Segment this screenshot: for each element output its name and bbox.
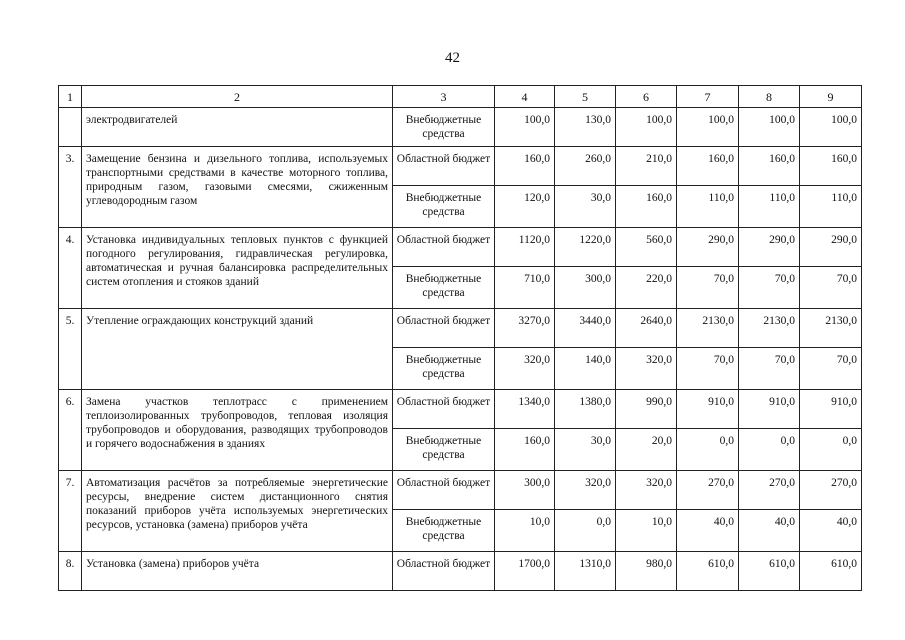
table-row	[59, 228, 862, 267]
funding-source: Областной бюджет	[393, 228, 495, 267]
value-cell: 320,0	[495, 348, 555, 390]
value-cell: 0,0	[739, 429, 800, 471]
value-cell: 160,0	[616, 186, 677, 228]
table-row	[59, 471, 862, 510]
measure-description: Утепление ограждающих конструкций зданий	[82, 309, 393, 390]
value-cell: 70,0	[739, 267, 800, 309]
funding-source: Внебюджетные средства	[393, 108, 495, 147]
value-cell: 100,0	[495, 108, 555, 147]
measure-description: электродвигателей	[82, 108, 393, 147]
value-cell: 130,0	[555, 108, 616, 147]
value-cell: 160,0	[739, 147, 800, 186]
column-header-2: 2	[82, 86, 393, 108]
row-number: 7.	[59, 471, 82, 552]
column-header-8: 8	[739, 86, 800, 108]
value-cell: 2130,0	[677, 309, 739, 348]
value-cell: 40,0	[800, 510, 862, 552]
measure-description: Установка индивидуальных тепловых пунктов с функцией погодного регулирования, гидравлическая регулировка, автоматическая и ручная балансировка распределительных систем отопления и стояков зданий	[82, 228, 393, 309]
value-cell: 1380,0	[555, 390, 616, 429]
value-cell: 100,0	[616, 108, 677, 147]
value-cell: 140,0	[555, 348, 616, 390]
value-cell: 290,0	[739, 228, 800, 267]
table-row	[59, 108, 862, 147]
value-cell: 910,0	[739, 390, 800, 429]
value-cell: 30,0	[555, 186, 616, 228]
value-cell: 1120,0	[495, 228, 555, 267]
table-row	[59, 390, 862, 429]
column-header-7: 7	[677, 86, 739, 108]
table-row	[59, 309, 862, 348]
table-row	[59, 147, 862, 186]
page-number: 42	[445, 50, 460, 66]
column-header-3: 3	[393, 86, 495, 108]
value-cell: 0,0	[800, 429, 862, 471]
value-cell: 290,0	[800, 228, 862, 267]
value-cell: 1340,0	[495, 390, 555, 429]
value-cell: 0,0	[677, 429, 739, 471]
value-cell: 260,0	[555, 147, 616, 186]
value-cell: 40,0	[739, 510, 800, 552]
value-cell: 100,0	[800, 108, 862, 147]
measure-description: Замена участков теплотрасс с применением теплоизолированных трубопроводов, тепловая изоляция трубопроводов и оборудования, разводящих трубопроводов и горячего водоснабжения в зданиях	[82, 390, 393, 471]
value-cell: 910,0	[677, 390, 739, 429]
measure-description: Замещение бензина и дизельного топлива, используемых транспортными средствами в качестве моторного топлива, природным газом, газовыми смесями, сжиженным углеводородным газом	[82, 147, 393, 228]
value-cell: 100,0	[677, 108, 739, 147]
value-cell: 40,0	[677, 510, 739, 552]
value-cell: 320,0	[555, 471, 616, 510]
value-cell: 320,0	[616, 471, 677, 510]
value-cell: 1220,0	[555, 228, 616, 267]
column-header-4: 4	[495, 86, 555, 108]
value-cell: 30,0	[555, 429, 616, 471]
budget-table	[58, 85, 862, 591]
value-cell: 70,0	[739, 348, 800, 390]
value-cell: 300,0	[555, 267, 616, 309]
value-cell: 610,0	[677, 552, 739, 591]
measure-description: Установка (замена) приборов учёта	[82, 552, 393, 591]
value-cell: 70,0	[677, 348, 739, 390]
value-cell: 910,0	[800, 390, 862, 429]
value-cell: 210,0	[616, 147, 677, 186]
value-cell: 1310,0	[555, 552, 616, 591]
value-cell: 560,0	[616, 228, 677, 267]
measure-description: Автоматизация расчётов за потребляемые энергетические ресурсы, внедрение систем дистанционного снятия показаний приборов учёта используемых энергетических ресурсов, установка (замена) приборов учёта	[82, 471, 393, 552]
row-number: 3.	[59, 147, 82, 228]
value-cell: 160,0	[495, 147, 555, 186]
value-cell: 110,0	[677, 186, 739, 228]
value-cell: 610,0	[739, 552, 800, 591]
row-number: 8.	[59, 552, 82, 591]
value-cell: 110,0	[800, 186, 862, 228]
value-cell: 2640,0	[616, 309, 677, 348]
value-cell: 70,0	[800, 267, 862, 309]
value-cell: 270,0	[739, 471, 800, 510]
value-cell: 710,0	[495, 267, 555, 309]
funding-source: Внебюджетные средства	[393, 267, 495, 309]
value-cell: 3270,0	[495, 309, 555, 348]
value-cell: 300,0	[495, 471, 555, 510]
value-cell: 0,0	[555, 510, 616, 552]
value-cell: 990,0	[616, 390, 677, 429]
value-cell: 10,0	[495, 510, 555, 552]
column-header-9: 9	[800, 86, 862, 108]
table-row	[59, 552, 862, 591]
funding-source: Внебюджетные средства	[393, 348, 495, 390]
value-cell: 110,0	[739, 186, 800, 228]
row-number: 6.	[59, 390, 82, 471]
value-cell: 100,0	[739, 108, 800, 147]
column-header-5: 5	[555, 86, 616, 108]
value-cell: 160,0	[800, 147, 862, 186]
value-cell: 2130,0	[739, 309, 800, 348]
value-cell: 10,0	[616, 510, 677, 552]
value-cell: 980,0	[616, 552, 677, 591]
value-cell: 2130,0	[800, 309, 862, 348]
funding-source: Внебюджетные средства	[393, 186, 495, 228]
value-cell: 1700,0	[495, 552, 555, 591]
value-cell: 290,0	[677, 228, 739, 267]
value-cell: 160,0	[495, 429, 555, 471]
header-row	[59, 86, 862, 108]
value-cell: 270,0	[800, 471, 862, 510]
funding-source: Областной бюджет	[393, 552, 495, 591]
value-cell: 70,0	[677, 267, 739, 309]
value-cell: 270,0	[677, 471, 739, 510]
value-cell: 160,0	[677, 147, 739, 186]
funding-source: Внебюджетные средства	[393, 510, 495, 552]
funding-source: Внебюджетные средства	[393, 429, 495, 471]
value-cell: 20,0	[616, 429, 677, 471]
column-header-6: 6	[616, 86, 677, 108]
column-header-1: 1	[59, 86, 82, 108]
row-number	[59, 108, 82, 147]
funding-source: Областной бюджет	[393, 390, 495, 429]
value-cell: 3440,0	[555, 309, 616, 348]
funding-source: Областной бюджет	[393, 471, 495, 510]
value-cell: 320,0	[616, 348, 677, 390]
funding-source: Областной бюджет	[393, 309, 495, 348]
funding-source: Областной бюджет	[393, 147, 495, 186]
value-cell: 120,0	[495, 186, 555, 228]
row-number: 5.	[59, 309, 82, 390]
table-body	[59, 86, 862, 591]
row-number: 4.	[59, 228, 82, 309]
value-cell: 220,0	[616, 267, 677, 309]
value-cell: 610,0	[800, 552, 862, 591]
value-cell: 70,0	[800, 348, 862, 390]
